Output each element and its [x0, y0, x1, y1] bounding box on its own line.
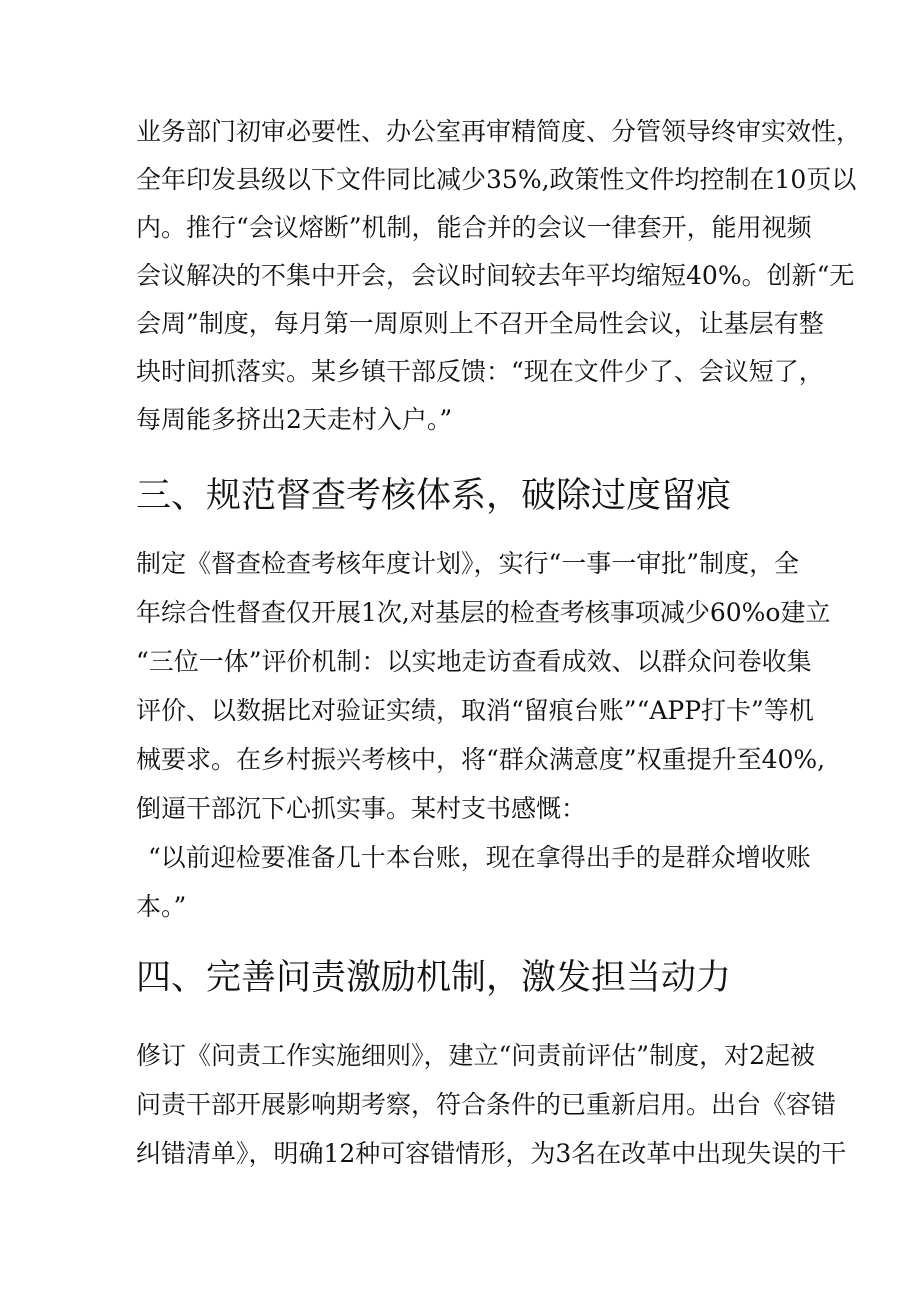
paragraph-1-line: 每周能多挤出2天走村入户。”: [136, 405, 453, 434]
paragraph-1-line: 会周”制度，每月第一周原则上不召开全局性会议，让基层有整: [136, 309, 824, 338]
paragraph-2-line: 械要求。在乡村振兴考核中，将“群众满意度”权重提升至40%,: [136, 745, 826, 774]
paragraph-2-line: 倒逼干部沉下心抓实事。某村支书感慨：: [136, 794, 587, 823]
paragraph-2-line: 年综合性督查仅开展1次,对基层的检查考核事项减少60%o建立: [136, 598, 831, 627]
paragraph-1-line: 全年印发县级以下文件同比减少35%,政策性文件均控制在10页以: [136, 165, 857, 194]
paragraph-1-line: 会议解决的不集中开会，会议时间较去年平均缩短40%。创新“无: [136, 261, 855, 290]
paragraph-2-line: 制定《督查检查考核年度计划》，实行“一事一审批”制度，全: [136, 549, 800, 578]
paragraph-1-line: 块时间抓落实。某乡镇干部反馈：“现在文件少了、会议短了，: [136, 357, 824, 386]
paragraph-2-line: “以前迎检要准备几十本台账，现在拿得出手的是群众增收账: [148, 843, 811, 872]
paragraph-1-line: 业务部门初审必要性、办公室再审精简度、分管领导终审实效性，: [136, 117, 862, 146]
paragraph-2-line: “三位一体”评价机制：以实地走访查看成效、以群众问卷收集: [136, 647, 812, 676]
section-heading-3: 三、规范督查考核体系，破除过度留痕: [136, 476, 732, 516]
paragraph-3-line: 问责干部开展影响期考察，符合条件的已重新启用。出台《容错: [136, 1090, 837, 1119]
paragraph-1-line: 内。推行“会议熔断”机制，能合并的会议一律套开，能用视频: [136, 213, 812, 242]
paragraph-3-line: 纠错清单》，明确12种可容错情形，为3名在改革中出现失误的干: [136, 1139, 847, 1168]
paragraph-2-line: 评价、以数据比对验证实绩，取消“留痕台账”“APP打卡”等机: [136, 696, 814, 725]
paragraph-3-line: 修订《问责工作实施细则》，建立“问责前评估”制度，对2起被: [136, 1041, 815, 1070]
section-heading-4: 四、完善问责激励机制，激发担当动力: [136, 958, 732, 998]
paragraph-2-line: 本。”: [136, 892, 187, 921]
